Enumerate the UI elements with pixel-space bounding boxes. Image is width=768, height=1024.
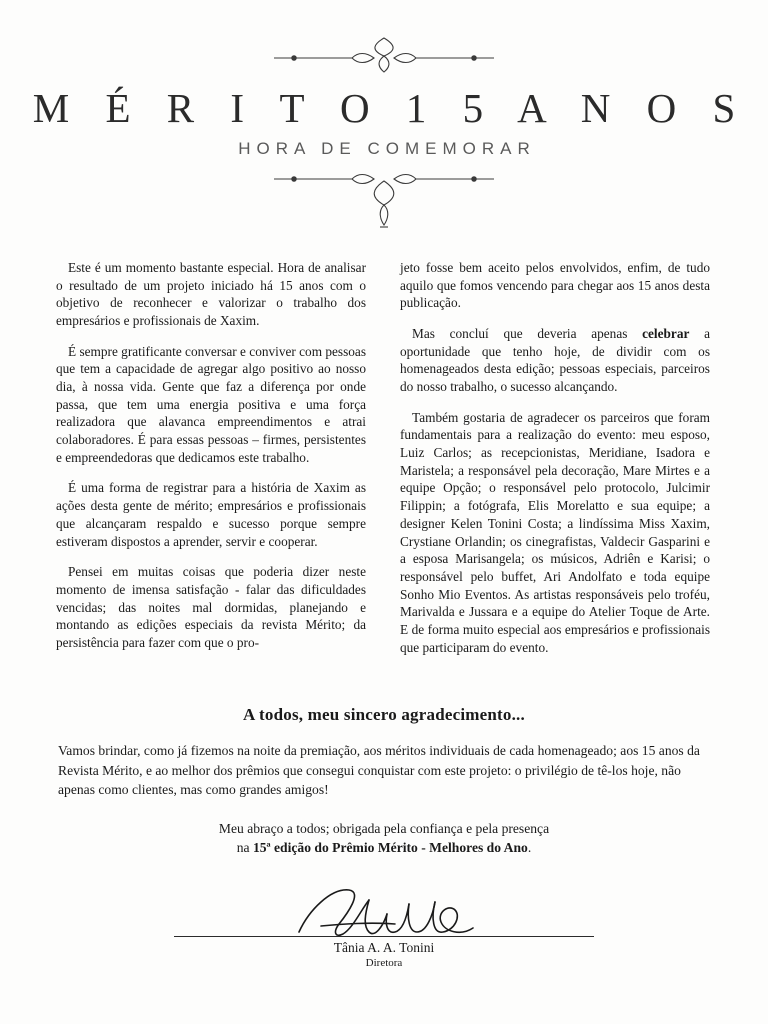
closing-block [52,705,716,857]
closing-centered [52,819,716,858]
paragraph: Também gostaria de agradecer os parceiros que foram fundamentais para a realização do evento: meu esposo, Luiz Carlos; as recepcionistas, Meridiane, Isadora e Maristela; a responsável pela decoração, Mare Mirtes e a equipe Opção; o responsável pelo protocolo, Julcimir Filippin; a fotógrafa, Elis Morelatto e sua equipe; a designer Kelen Tonini Costa; a lindíssima Miss Xaxim, Crystiane Orlandin; os cinegrafistas, Valdecir Gasparini e a esposa Marisangela; os músicos, Adriên e Karisi; o responsável pelo buffet, Ari Andolfato e toda equipe Sonho Mio Eventos. As artistas responsáveis pelo troféu, Marivalda e Jussara e a equipe do Atelier Toque de Arte. E de forma muito especial aos empresários e profissionais que participaram do evento. [400,409,710,655]
signature-block [0,884,768,976]
paragraph-continuation: jeto fosse bem aceito pelos envolvidos, enfim, de tudo aquilo que fomos vencendo para chegar aos 15 anos desta publicação. [400,260,710,311]
closing-line-2-prefix: na [236,840,253,856]
paragraph-text-before-emphasis: Mas concluí que deveria apenas [412,326,643,342]
closing-line-2-bold: 15ª edição do Prêmio Mérito - Melhores do Ano [252,840,528,856]
signature-rule [174,936,594,937]
flourish-ornament-top-icon [234,34,534,80]
paragraph: Este é um momento bastante especial. Hora de analisar o resultado de um projeto iniciado há 15 anos com o objetivo de reconhecer e valorizar o trabalho dos empresários e profissionais de Xaxim. [56,260,366,329]
masthead [0,0,768,235]
closing-heading: A todos, meu sincero agradecimento... [243,705,525,725]
paragraph: Pensei em muitas coisas que poderia dizer neste momento de imensa satisfação - falar das dificuldades vencidas; das noites mal dormidas, planejando e montando as edições especiais da revista Mérito; da persistência para fazer com que o pro- [56,564,366,650]
signature-role: Diretora [365,956,403,969]
page-subtitle: HORA DE COMEMORAR [238,139,536,159]
left-column [56,259,366,664]
paragraph-text-after-emphasis: a oportunidade que tenho hoje, de dividir com os homenageados desta edição; pessoas especiais, parceiros do nosso trabalho, o sucesso alcançando. [400,326,710,395]
closing-line-2 [52,838,716,857]
paragraph: É uma forma de registrar para a história de Xaxim as ações desta gente de mérito; empresários e profissionais que alcançaram respaldo e sucesso porque sempre estiveram dispostos a aprender, servir e cooperar. [56,480,366,549]
closing-line-2-suffix: . [527,840,532,856]
body-columns [56,259,712,669]
closing-line-1: Meu abraço a todos; obrigada pela confiança e pela presença [218,821,550,837]
flourish-ornament-bottom-icon [234,165,534,235]
paragraph [400,325,710,396]
emphasis-celebrar: celebrar [642,326,690,342]
signature-name: Tânia A. A. Tonini [333,939,435,955]
paragraph: É sempre gratificante conversar e conviver com pessoas que tem a capacidade de agregar algo positivo ao nosso dia, à nossa vida. Gente que faz a diferença por onde passa, que tem uma energia positiva e uma força realizadora que alavanca empreendimentos e atrai colaboradores. É para essas pessoas – firmes, persistentes e empreendedoras que dedicamos este trabalho. [56,343,366,465]
right-column [400,259,710,669]
closing-body: Vamos brindar, como já fizemos na noite da premiação, aos méritos individuais de cada homenageado; aos 15 anos da Revista Mérito, e ao melhor dos prêmios que consegui conquistar com este projeto: o privilégio de tê-los hoje, não apenas como clientes, mas como grandes amigos! [58,743,700,797]
page-title: M É R I T O 1 5 A N O S [32,85,749,131]
